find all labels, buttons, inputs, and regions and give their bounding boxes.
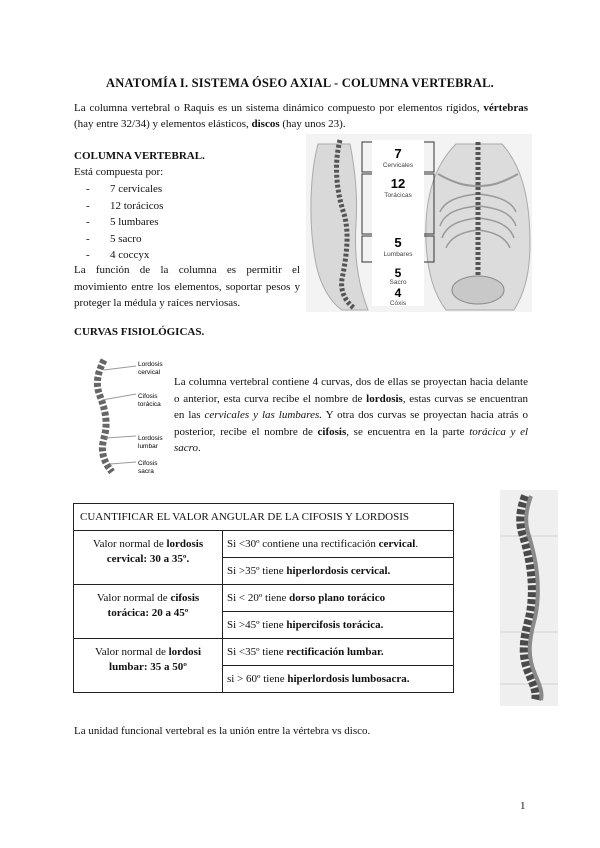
curves-text: La columna vertebral contiene 4 curvas, dos de ellas se proyectan hacia delante o anterior, esta curva recibe el nombre de [174, 376, 528, 405]
angular-values-table [73, 503, 454, 693]
lateral-spine-figure [500, 490, 558, 706]
list-item: - 5 sacro [86, 231, 163, 248]
cell-text: Si < 20º tiene [227, 592, 290, 604]
curves-text: , estas curvas se encuentran en las [174, 392, 528, 421]
region-number: 7 [394, 146, 402, 161]
cell-bold: lordosi [168, 646, 202, 658]
cell-text: Si <35º tiene [227, 646, 287, 658]
curves-paragraph [174, 374, 528, 457]
condition-cell [223, 666, 454, 693]
curve-label: Cifosis [138, 393, 158, 400]
cell-text: si > 60º tiene [227, 673, 288, 685]
list-item: - 4 coccyx [86, 247, 163, 264]
curves-bold-lordosis: lordosis [366, 392, 403, 405]
table-row [74, 639, 454, 666]
pelvis [452, 276, 504, 304]
normal-value-cell [74, 585, 223, 639]
list-item: - 7 cervicales [86, 181, 163, 198]
cell-text: Valor normal de [92, 538, 167, 550]
intro-text: (hay entre 32/34) y elementos elásticos, [74, 118, 252, 130]
region-label: Lumbares [383, 251, 413, 258]
page-title: ANATOMÍA I. SISTEMA ÓSEO AXIAL - COLUMNA VERTEBRAL. [106, 76, 494, 90]
curves-text: , se encuentra en la parte [346, 425, 470, 438]
intro-bold-discos: discos [251, 118, 280, 130]
cell-text: Valor normal de [94, 646, 169, 658]
vertebra-count-list [86, 181, 163, 264]
table-header: CUANTIFICAR EL VALOR ANGULAR DE LA CIFOSIS Y LORDOSIS [74, 504, 454, 531]
spine-regions-figure [306, 134, 532, 312]
curve-label: Lordosis [138, 361, 163, 368]
list-item: - 5 lumbares [86, 214, 163, 231]
curves-bold-cifosis: cifosis [317, 425, 347, 438]
curves-text: . [198, 442, 201, 454]
region-label: Cóxis [389, 300, 407, 307]
curve-label: cervical [138, 369, 161, 376]
curve-label: torácica [138, 401, 161, 408]
cell-bold: cifosis [170, 592, 200, 604]
curves-italic: torácica y el sacro [174, 425, 529, 454]
curves-italic: cervicales y las lumbares. [204, 409, 323, 421]
region-number: 5 [394, 266, 402, 280]
table-header-row [74, 504, 454, 531]
curve-label: sacra [138, 468, 154, 475]
cell-bold: hiperlordosis lumbosacra. [287, 673, 410, 685]
page-number: 1 [520, 800, 526, 812]
cell-text: Si >35º tiene [227, 565, 287, 577]
normal-value-cell [74, 639, 223, 693]
curve-label: lumbar [138, 443, 158, 450]
region-label: Torácicas [384, 192, 412, 199]
condition-cell [223, 558, 454, 585]
region-number: 4 [394, 286, 402, 300]
cell-bold: cervical [378, 538, 416, 550]
region-label: Cervicales [382, 162, 414, 169]
cell-text: Valor normal de [96, 592, 171, 604]
intro-bold-vertebras: vértebras [483, 102, 528, 114]
curves-text: Y otra dos curvas se proyectan hacia atrás o posterior, recibe el nombre de [174, 409, 528, 438]
cell-text: . [415, 538, 419, 550]
curve-label: Lordosis [138, 435, 163, 442]
cell-bold: lordosis [166, 538, 204, 550]
intro-text: La columna vertebral o Raquis es un sistema dinámico compuesto por elementos rígidos, [74, 102, 484, 114]
footer-note: La unidad funcional vertebral es la unión entre la vértebra vs disco. [74, 725, 371, 737]
spine-curves-figure [82, 352, 172, 478]
curve-label: Cifosis [138, 460, 158, 467]
region-label: Sacro [389, 279, 407, 286]
composition-lead: Está compuesta por: [74, 166, 164, 178]
table-row [74, 531, 454, 558]
cell-bold: rectificación lumbar. [286, 646, 384, 658]
condition-cell [223, 585, 454, 612]
cell-bold: hiperlordosis cervical. [286, 565, 391, 577]
region-number: 5 [394, 235, 402, 250]
condition-cell [223, 531, 454, 558]
intro-text: (hay unos 23). [279, 118, 346, 130]
figure-background [500, 490, 558, 706]
condition-cell [223, 639, 454, 666]
function-paragraph: La función de la columna es permitir el movimiento entre los elementos, soportar pesos y proteger la médula y raíces nerviosas. [74, 264, 300, 309]
cell-text: Si >45º tiene [227, 619, 287, 631]
list-item: - 12 torácicos [86, 198, 163, 215]
cell-bold: hipercifosis torácica. [286, 619, 384, 631]
cell-bold: cervical: 30 a 35º. [106, 553, 190, 565]
section-heading-curvas: CURVAS FISIOLÓGICAS. [74, 326, 205, 338]
table-row [74, 585, 454, 612]
intro-paragraph [74, 100, 528, 132]
cell-bold: torácica: 20 a 45º [107, 607, 189, 619]
normal-value-cell [74, 531, 223, 585]
condition-cell [223, 612, 454, 639]
cell-bold: dorso plano torácico [289, 592, 386, 604]
section-heading-columna: COLUMNA VERTEBRAL. [74, 150, 205, 162]
cell-bold: lumbar: 35 a 50º [109, 661, 187, 673]
cell-text: Si <30º contiene una rectificación [227, 538, 379, 550]
region-number: 12 [390, 176, 406, 191]
